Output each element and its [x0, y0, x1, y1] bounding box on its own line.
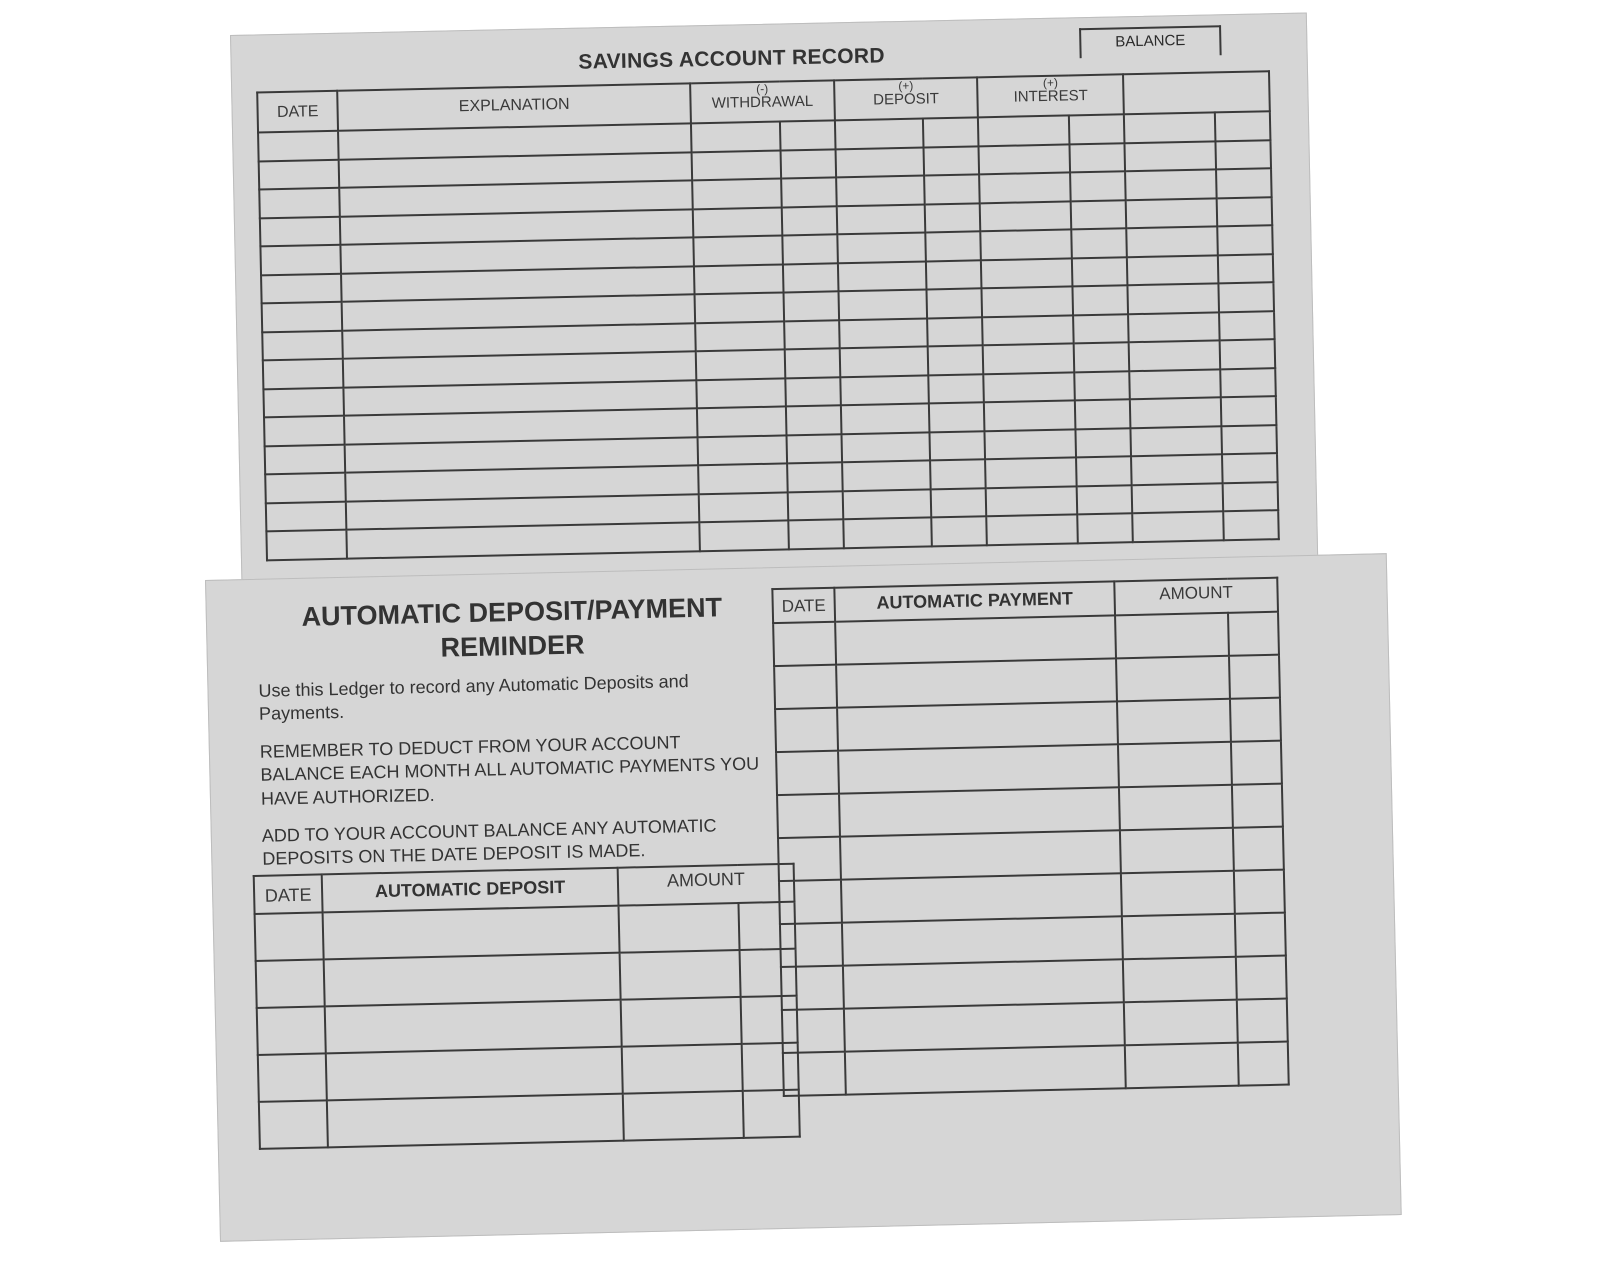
automatic-payment-cell[interactable] — [1120, 828, 1234, 874]
savings-ledger-cell[interactable] — [692, 178, 781, 208]
savings-ledger-cell[interactable] — [928, 317, 984, 347]
savings-ledger-cell[interactable] — [1073, 285, 1129, 315]
savings-ledger-cell[interactable] — [929, 374, 985, 404]
savings-ledger-cell[interactable] — [841, 403, 930, 433]
deposit-date-header — [254, 874, 323, 914]
savings-ledger-cell[interactable] — [923, 117, 979, 147]
savings-ledger-cell[interactable] — [693, 207, 782, 237]
withdrawal-header-label: WITHDRAWAL — [711, 92, 814, 112]
savings-ledger-cell[interactable] — [1130, 397, 1221, 427]
savings-ledger-cell[interactable] — [1132, 511, 1223, 541]
savings-ledger-cell[interactable] — [837, 232, 926, 262]
savings-ledger-cell[interactable] — [835, 118, 924, 148]
savings-ledger-cell[interactable] — [258, 131, 339, 161]
savings-ledger-cell[interactable] — [929, 402, 985, 432]
savings-ledger-cell[interactable] — [347, 522, 700, 558]
savings-ledger-cell[interactable] — [924, 146, 980, 176]
automatic-payment-cell[interactable] — [1118, 742, 1232, 788]
automatic-deposit-body — [255, 902, 800, 1149]
savings-ledger-cell[interactable] — [1218, 254, 1274, 284]
savings-ledger-cell[interactable] — [1074, 342, 1130, 372]
savings-ledger-cell[interactable] — [931, 488, 987, 518]
automatic-deposit-cell[interactable] — [323, 906, 620, 960]
payment-date-header — [772, 588, 835, 623]
savings-ledger-cell[interactable] — [787, 462, 843, 492]
savings-ledger-cell[interactable] — [1071, 200, 1127, 230]
savings-ledger-cell[interactable] — [783, 291, 839, 321]
savings-ledger-cell[interactable] — [841, 432, 930, 462]
savings-ledger-cell[interactable] — [1128, 283, 1219, 313]
savings-ledger-cell[interactable] — [981, 258, 1072, 288]
automatic-deposit-label: AUTOMATIC DEPOSIT — [374, 876, 566, 902]
payment-date-label: DATE — [781, 595, 826, 616]
automatic-payment-cell[interactable] — [1122, 914, 1236, 960]
savings-ledger-cell[interactable] — [261, 273, 342, 303]
savings-ledger-cell[interactable] — [783, 263, 839, 293]
automatic-deposit-cell[interactable] — [620, 950, 741, 1000]
savings-ledger-body — [258, 111, 1279, 560]
savings-ledger-cell[interactable] — [698, 435, 787, 465]
savings-ledger-cell[interactable] — [1074, 371, 1130, 401]
automatic-payment-cell[interactable] — [780, 923, 843, 967]
automatic-payment-cell[interactable] — [1237, 999, 1288, 1043]
balance-header: BALANCE — [1115, 31, 1186, 51]
savings-ledger-cell[interactable] — [1218, 282, 1274, 312]
automatic-payment-cell[interactable] — [1115, 613, 1229, 659]
automatic-payment-cell[interactable] — [845, 1045, 1126, 1094]
savings-ledger-cell[interactable] — [1075, 399, 1131, 429]
withdrawal-column-header — [690, 80, 834, 123]
savings-ledger-cell[interactable] — [1077, 485, 1133, 515]
automatic-deposit-cell[interactable] — [743, 1090, 800, 1138]
savings-ledger-cell[interactable] — [1125, 141, 1216, 171]
savings-ledger-cell[interactable] — [264, 416, 345, 446]
automatic-payment-body — [773, 612, 1289, 1096]
automatic-payment-cell[interactable] — [838, 744, 1119, 793]
automatic-payment-cell[interactable] — [775, 708, 838, 752]
savings-account-record-page — [230, 12, 1318, 591]
savings-ledger-cell[interactable] — [1072, 228, 1128, 258]
automatic-deposit-cell[interactable] — [326, 1047, 623, 1101]
savings-ledger-cell[interactable] — [262, 330, 343, 360]
savings-ledger-cell[interactable] — [980, 201, 1071, 231]
savings-ledger-cell[interactable] — [930, 431, 986, 461]
interest-column-header — [977, 74, 1124, 117]
automatic-deposit-cell[interactable] — [325, 1000, 622, 1054]
savings-ledger-cell[interactable] — [1221, 396, 1277, 426]
savings-ledger-cell[interactable] — [978, 115, 1069, 145]
savings-ledger-cell[interactable] — [843, 517, 932, 547]
automatic-payment-cell[interactable] — [1228, 612, 1279, 656]
savings-ledger-cell[interactable] — [1125, 169, 1216, 199]
withdrawal-sign: (-) — [756, 81, 769, 96]
automatic-payment-cell[interactable] — [773, 622, 836, 666]
date-column-header — [257, 91, 338, 133]
savings-ledger-cell[interactable] — [786, 405, 842, 435]
savings-ledger-cell[interactable] — [1129, 340, 1220, 370]
savings-ledger-cell[interactable] — [979, 144, 1070, 174]
savings-ledger-cell[interactable] — [265, 473, 346, 503]
savings-ledger-cell[interactable] — [780, 149, 836, 179]
automatic-payment-table — [771, 577, 1289, 1097]
reminder-intro-text: Use this Ledger to record any Automatic Deposits and Payments. — [258, 671, 689, 725]
savings-ledger-cell[interactable] — [266, 530, 347, 560]
date-header-label: DATE — [276, 103, 319, 122]
savings-ledger-cell[interactable] — [932, 516, 988, 546]
savings-ledger-cell[interactable] — [1072, 257, 1128, 287]
savings-ledger-cell[interactable] — [699, 520, 788, 550]
reminder-add-text: ADD TO YOUR ACCOUNT BALANCE ANY AUTOMATIC DEPOSITS ON THE DATE DEPOSIT IS MADE. — [261, 815, 717, 870]
savings-ledger-cell[interactable] — [263, 387, 344, 417]
automatic-payment-cell[interactable] — [1116, 656, 1230, 702]
savings-ledger-cell[interactable] — [1217, 197, 1273, 227]
automatic-payment-cell[interactable] — [1233, 827, 1284, 871]
savings-ledger-cell[interactable] — [1223, 482, 1279, 512]
automatic-payment-cell[interactable] — [1123, 957, 1237, 1003]
savings-ledger-cell[interactable] — [694, 264, 783, 294]
savings-ledger-cell[interactable] — [1223, 510, 1279, 540]
savings-ledger-cell[interactable] — [786, 434, 842, 464]
savings-ledger-cell[interactable] — [693, 235, 782, 265]
savings-ledger-cell[interactable] — [835, 147, 924, 177]
savings-ledger-cell[interactable] — [982, 315, 1073, 345]
automatic-payment-cell[interactable] — [837, 701, 1118, 750]
savings-ledger-cell[interactable] — [926, 231, 982, 261]
automatic-deposit-cell[interactable] — [622, 1044, 743, 1094]
savings-ledger-cell[interactable] — [695, 321, 784, 351]
savings-ledger-cell[interactable] — [1076, 428, 1132, 458]
savings-ledger-cell[interactable] — [259, 159, 340, 189]
reminder-remember-text: REMEMBER TO DEDUCT FROM YOUR ACCOUNT BALANCE EACH MONTH ALL AUTOMATIC PAYMENTS YOU HAVE AUTHORIZED. — [259, 732, 760, 809]
automatic-payment-cell[interactable] — [1230, 698, 1281, 742]
automatic-deposit-cell[interactable] — [255, 912, 324, 961]
automatic-payment-cell[interactable] — [1232, 784, 1283, 828]
automatic-payment-cell[interactable] — [1125, 1043, 1239, 1089]
deposit-amount-header — [618, 864, 795, 906]
savings-ledger-cell[interactable] — [1070, 171, 1126, 201]
savings-ledger-cell[interactable] — [780, 120, 836, 150]
automatic-payment-cell[interactable] — [777, 794, 840, 838]
savings-ledger-cell[interactable] — [1131, 454, 1222, 484]
payment-amount-header — [1114, 578, 1278, 616]
savings-ledger-cell[interactable] — [784, 320, 840, 350]
savings-ledger-cell[interactable] — [265, 444, 346, 474]
automatic-payment-cell[interactable] — [1231, 741, 1282, 785]
deposit-sign: (+) — [898, 78, 914, 94]
savings-ledger-cell[interactable] — [698, 463, 787, 493]
savings-ledger-cell[interactable] — [263, 359, 344, 389]
automatic-deposit-cell[interactable] — [618, 903, 739, 953]
automatic-deposit-cell[interactable] — [257, 1006, 326, 1055]
savings-ledger-cell[interactable] — [1215, 140, 1271, 170]
savings-ledger-cell[interactable] — [931, 459, 987, 489]
savings-ledger-cell[interactable] — [782, 234, 838, 264]
automatic-payment-cell[interactable] — [783, 1052, 846, 1096]
automatic-payment-cell[interactable] — [776, 751, 839, 795]
savings-ledger-cell[interactable] — [1216, 168, 1272, 198]
savings-title: SAVINGS ACCOUNT RECORD — [578, 44, 886, 74]
automatic-payment-cell[interactable] — [839, 787, 1120, 836]
automatic-payment-cell[interactable] — [1229, 655, 1280, 699]
savings-ledger-cell[interactable] — [1127, 255, 1218, 285]
automatic-payment-cell[interactable] — [782, 1009, 845, 1053]
savings-ledger-cell[interactable] — [782, 206, 838, 236]
savings-ledger-cell[interactable] — [925, 174, 981, 204]
savings-ledger-cell[interactable] — [260, 245, 341, 275]
savings-ledger-cell[interactable] — [1076, 456, 1132, 486]
savings-ledger-cell[interactable] — [1220, 339, 1276, 369]
deposit-amount-label: AMOUNT — [666, 868, 746, 891]
automatic-payment-cell[interactable] — [1234, 870, 1285, 914]
reminder-title: AUTOMATIC DEPOSIT/PAYMENT REMINDER — [301, 592, 723, 663]
automatic-payment-cell[interactable] — [1235, 913, 1286, 957]
automatic-payment-cell[interactable] — [1117, 699, 1231, 745]
automatic-payment-cell[interactable] — [1124, 1000, 1238, 1046]
savings-ledger-cell[interactable] — [1222, 453, 1278, 483]
automatic-payment-cell[interactable] — [778, 837, 841, 881]
savings-ledger-cell[interactable] — [696, 378, 785, 408]
savings-ledger-cell[interactable] — [785, 348, 841, 378]
savings-ledger-cell[interactable] — [842, 460, 931, 490]
automatic-payment-cell[interactable] — [1236, 956, 1287, 1000]
savings-ledger-cell[interactable] — [1221, 425, 1277, 455]
savings-ledger-cell[interactable] — [266, 501, 347, 531]
explanation-header-label: EXPLANATION — [458, 95, 570, 116]
automatic-reminder-page — [205, 553, 1402, 1242]
savings-ledger-cell[interactable] — [981, 229, 1072, 259]
savings-ledger-cell[interactable] — [926, 260, 982, 290]
automatic-payment-cell[interactable] — [840, 830, 1121, 879]
savings-ledger-cell[interactable] — [691, 122, 780, 152]
automatic-deposit-cell[interactable] — [621, 997, 742, 1047]
savings-ledger-cell[interactable] — [985, 429, 1076, 459]
interest-header-label: INTEREST — [1013, 87, 1089, 106]
automatic-payment-cell[interactable] — [844, 1002, 1125, 1051]
savings-ledger-cell[interactable] — [836, 175, 925, 205]
savings-ledger-cell[interactable] — [788, 491, 844, 521]
savings-ledger-cell[interactable] — [785, 377, 841, 407]
savings-ledger-cell[interactable] — [262, 302, 343, 332]
savings-ledger-cell[interactable] — [1219, 311, 1275, 341]
payment-amount-label: AMOUNT — [1159, 582, 1234, 604]
savings-ledger-cell[interactable] — [1124, 112, 1215, 142]
automatic-payment-cell[interactable] — [842, 916, 1123, 965]
savings-ledger-cell[interactable] — [692, 150, 781, 180]
deposit-header-label: DEPOSIT — [872, 90, 940, 109]
automatic-payment-cell[interactable] — [1121, 871, 1235, 917]
savings-ledger-cell[interactable] — [1126, 198, 1217, 228]
savings-ledger-cell[interactable] — [985, 457, 1076, 487]
automatic-payment-cell[interactable] — [841, 873, 1122, 922]
deposit-date-label: DATE — [264, 884, 312, 906]
savings-ledger-cell[interactable] — [1070, 143, 1126, 173]
savings-ledger-cell[interactable] — [1215, 111, 1271, 141]
savings-ledger-cell[interactable] — [781, 177, 837, 207]
automatic-payment-cell[interactable] — [1238, 1042, 1289, 1086]
savings-ledger-cell[interactable] — [836, 204, 925, 234]
automatic-payment-cell[interactable] — [1119, 785, 1233, 831]
reminder-title-wrap — [262, 590, 763, 669]
savings-ledger-cell[interactable] — [697, 406, 786, 436]
automatic-payment-cell[interactable] — [779, 880, 842, 924]
savings-ledger-cell[interactable] — [1220, 368, 1276, 398]
automatic-deposit-cell[interactable] — [256, 959, 325, 1008]
savings-ledger-cell[interactable] — [699, 492, 788, 522]
automatic-deposit-cell[interactable] — [258, 1053, 327, 1102]
savings-ledger-cell[interactable] — [1073, 314, 1129, 344]
savings-ledger-cell[interactable] — [927, 288, 983, 318]
savings-ledger-cell[interactable] — [695, 292, 784, 322]
savings-ledger-cell[interactable] — [1131, 426, 1222, 456]
automatic-deposit-cell[interactable] — [327, 1094, 624, 1148]
reminder-instructions — [258, 668, 767, 871]
savings-ledger-cell[interactable] — [1217, 225, 1273, 255]
automatic-payment-cell[interactable] — [774, 665, 837, 709]
savings-ledger-cell[interactable] — [1132, 483, 1223, 513]
savings-ledger-cell[interactable] — [986, 486, 1077, 516]
savings-ledger-cell[interactable] — [983, 343, 1074, 373]
interest-sign: (+) — [1042, 75, 1059, 90]
automatic-payment-cell[interactable] — [836, 658, 1117, 707]
savings-ledger-cell[interactable] — [928, 345, 984, 375]
savings-ledger-cell[interactable] — [1077, 513, 1133, 543]
savings-ledger-cell[interactable] — [987, 514, 1078, 544]
savings-ledger-cell[interactable] — [838, 261, 927, 291]
automatic-payment-label: AUTOMATIC PAYMENT — [876, 588, 1074, 613]
savings-ledger-cell[interactable] — [842, 489, 931, 519]
savings-ledger-cell[interactable] — [788, 519, 844, 549]
savings-ledger-cell[interactable] — [925, 203, 981, 233]
automatic-payment-cell[interactable] — [835, 615, 1116, 664]
savings-ledger-cell[interactable] — [259, 188, 340, 218]
balance-column-header — [1123, 71, 1270, 114]
savings-ledger-cell[interactable] — [1129, 369, 1220, 399]
savings-ledger-cell[interactable] — [840, 375, 929, 405]
automatic-payment-cell[interactable] — [781, 966, 844, 1010]
savings-ledger-cell[interactable] — [838, 289, 927, 319]
savings-ledger-cell[interactable] — [984, 372, 1075, 402]
automatic-deposit-cell[interactable] — [623, 1091, 744, 1141]
savings-ledger-cell[interactable] — [984, 400, 1075, 430]
savings-ledger-cell[interactable] — [1128, 312, 1219, 342]
savings-ledger-cell[interactable] — [982, 286, 1073, 316]
savings-ledger-cell[interactable] — [260, 216, 341, 246]
savings-ledger-cell[interactable] — [979, 172, 1070, 202]
automatic-deposit-cell[interactable] — [259, 1100, 328, 1149]
savings-ledger-cell[interactable] — [1069, 114, 1125, 144]
automatic-payment-cell[interactable] — [843, 959, 1124, 1008]
savings-ledger-cell[interactable] — [839, 318, 928, 348]
automatic-deposit-table — [253, 863, 801, 1150]
savings-ledger-cell[interactable] — [1126, 226, 1217, 256]
savings-ledger-table — [256, 70, 1280, 561]
automatic-deposit-cell[interactable] — [324, 953, 621, 1007]
savings-ledger-cell[interactable] — [839, 346, 928, 376]
deposit-column-header — [834, 77, 978, 120]
savings-ledger-cell[interactable] — [696, 349, 785, 379]
